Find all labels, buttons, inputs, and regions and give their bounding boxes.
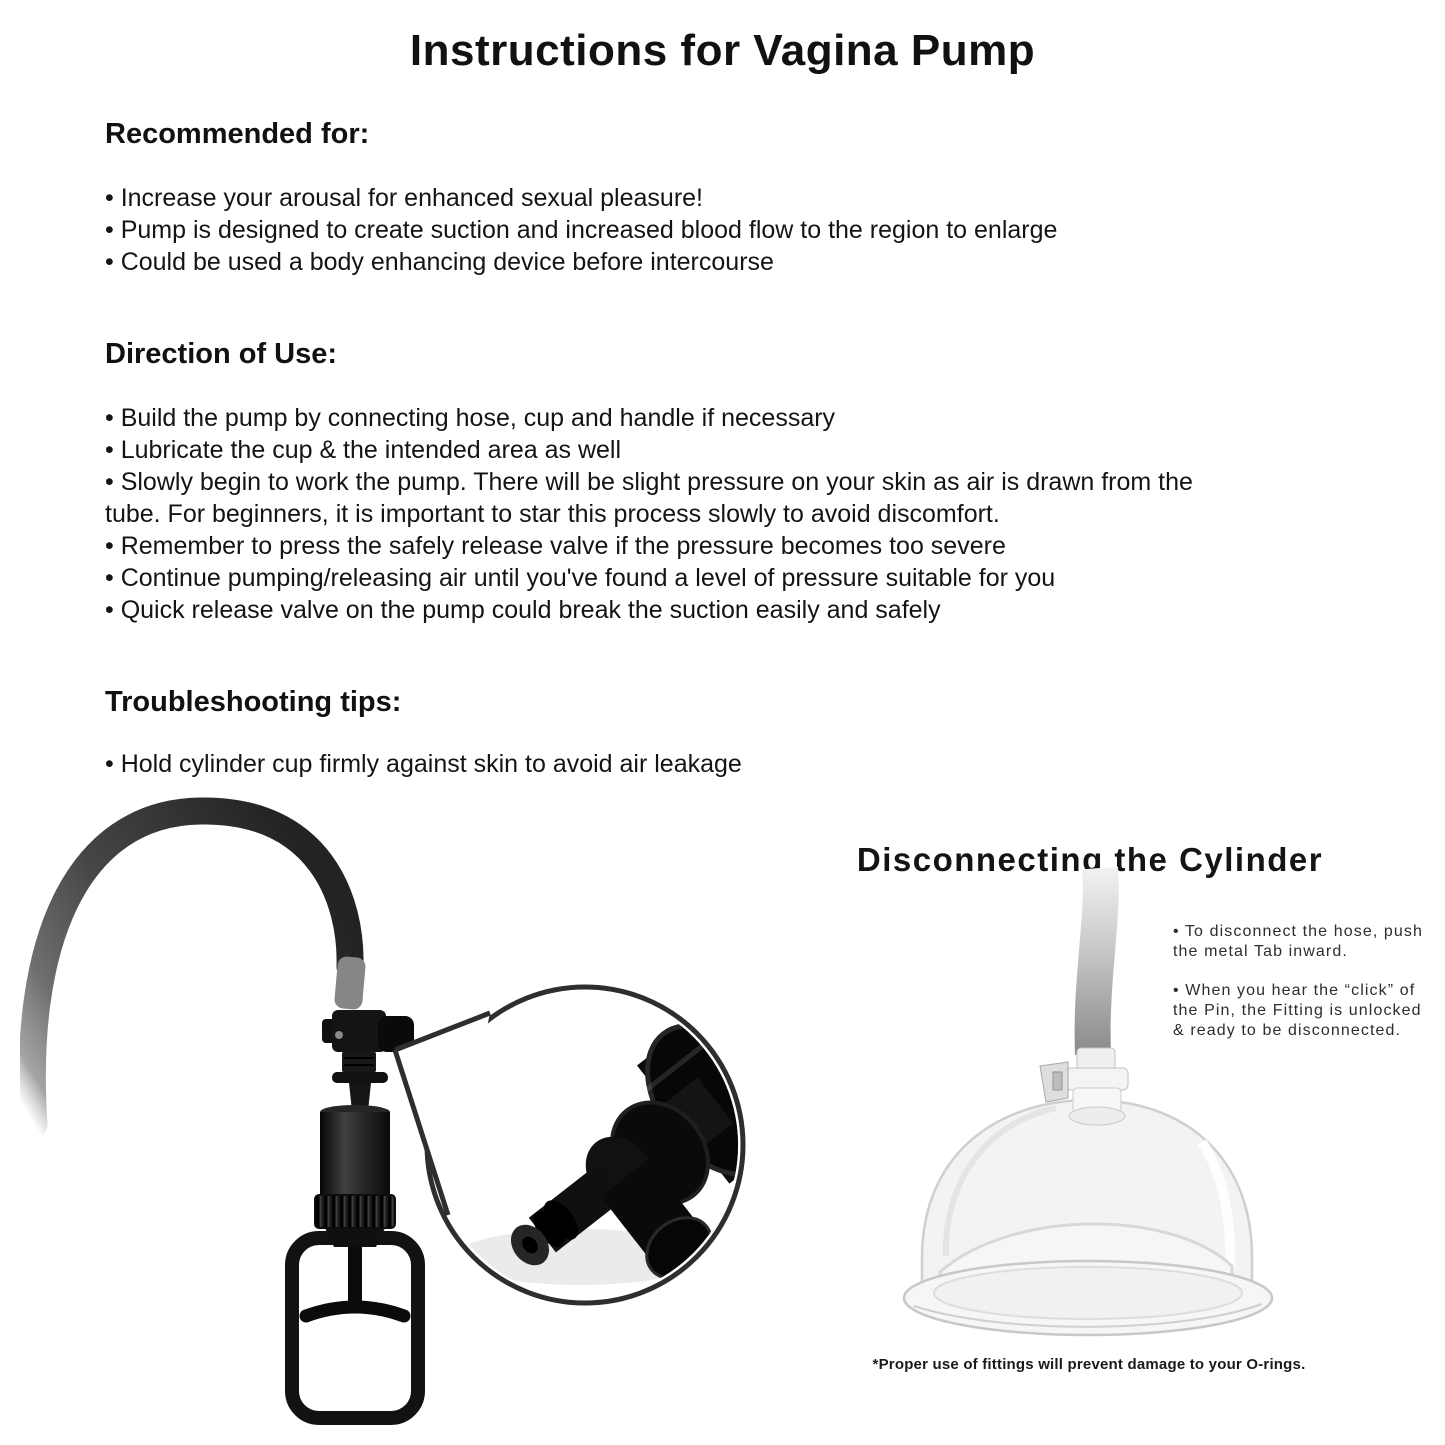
bullet-item: • To disconnect the hose, push the metal Tab inward. (1173, 923, 1424, 960)
pump-connector (332, 1051, 388, 1111)
section-heading-recommended: Recommended for: (105, 118, 370, 150)
valve-detail-callout (395, 942, 780, 1303)
cylinder-cup-illustration (880, 860, 1340, 1360)
bullet-item: • Pump is designed to create suction and increased blood flow to the region to enlarge (105, 216, 1058, 244)
bullet-item: • Build the pump by connecting hose, cup and handle if necessary (105, 404, 836, 432)
bullet-item: • When you hear the “click” of the Pin, the Fitting is unlocked & ready to be disconnected. (1173, 982, 1422, 1039)
section-heading-troubleshooting: Troubleshooting tips: (105, 686, 402, 718)
section-heading-directions: Direction of Use: (105, 338, 338, 370)
pump-cylinder (315, 1105, 395, 1247)
bullet-item: • Continue pumping/releasing air until you've found a level of pressure suitable for you (105, 564, 1056, 592)
cup-base-rim (904, 1261, 1272, 1335)
page-title: Instructions for Vagina Pump (409, 26, 1036, 75)
recommended-bullet-list (105, 182, 1255, 278)
bullet-item: • Quick release valve on the pump could break the suction easily and safely (105, 596, 941, 624)
directions-bullet-list (105, 402, 1255, 626)
bullet-item: • Slowly begin to work the pump. There will be slight pressure on your skin as air is drawn from the tube. For beginners, it is important to star this process slowly to avoid discomfort. (105, 468, 1193, 528)
bullet-item: • Could be used a body enhancing device before intercourse (105, 248, 774, 276)
troubleshooting-bullet-list (105, 748, 1255, 780)
knurled-grip (315, 1195, 395, 1228)
pump-plunger-handle (306, 1307, 404, 1316)
pump-illustration (20, 795, 780, 1445)
bullet-item: • Increase your arousal for enhanced sexual pleasure! (105, 184, 703, 212)
bullet-item: • Lubricate the cup & the intended area as well (105, 436, 622, 464)
pump-hose (32, 811, 350, 1125)
hose-end-sleeve (334, 956, 366, 1010)
bullet-item: • Hold cylinder cup firmly against skin to avoid air leakage (105, 750, 742, 778)
tab-pin (1053, 1072, 1062, 1090)
fittings-footnote: *Proper use of fittings will prevent damage to your O-rings. (872, 1356, 1306, 1373)
bullet-item: • Remember to press the safely release valve if the pressure becomes too severe (105, 532, 1006, 560)
pump-plunger-stem (348, 1247, 362, 1304)
disconnect-heading: Disconnecting the Cylinder (856, 841, 1324, 878)
cylinder-hose (1093, 868, 1101, 1054)
